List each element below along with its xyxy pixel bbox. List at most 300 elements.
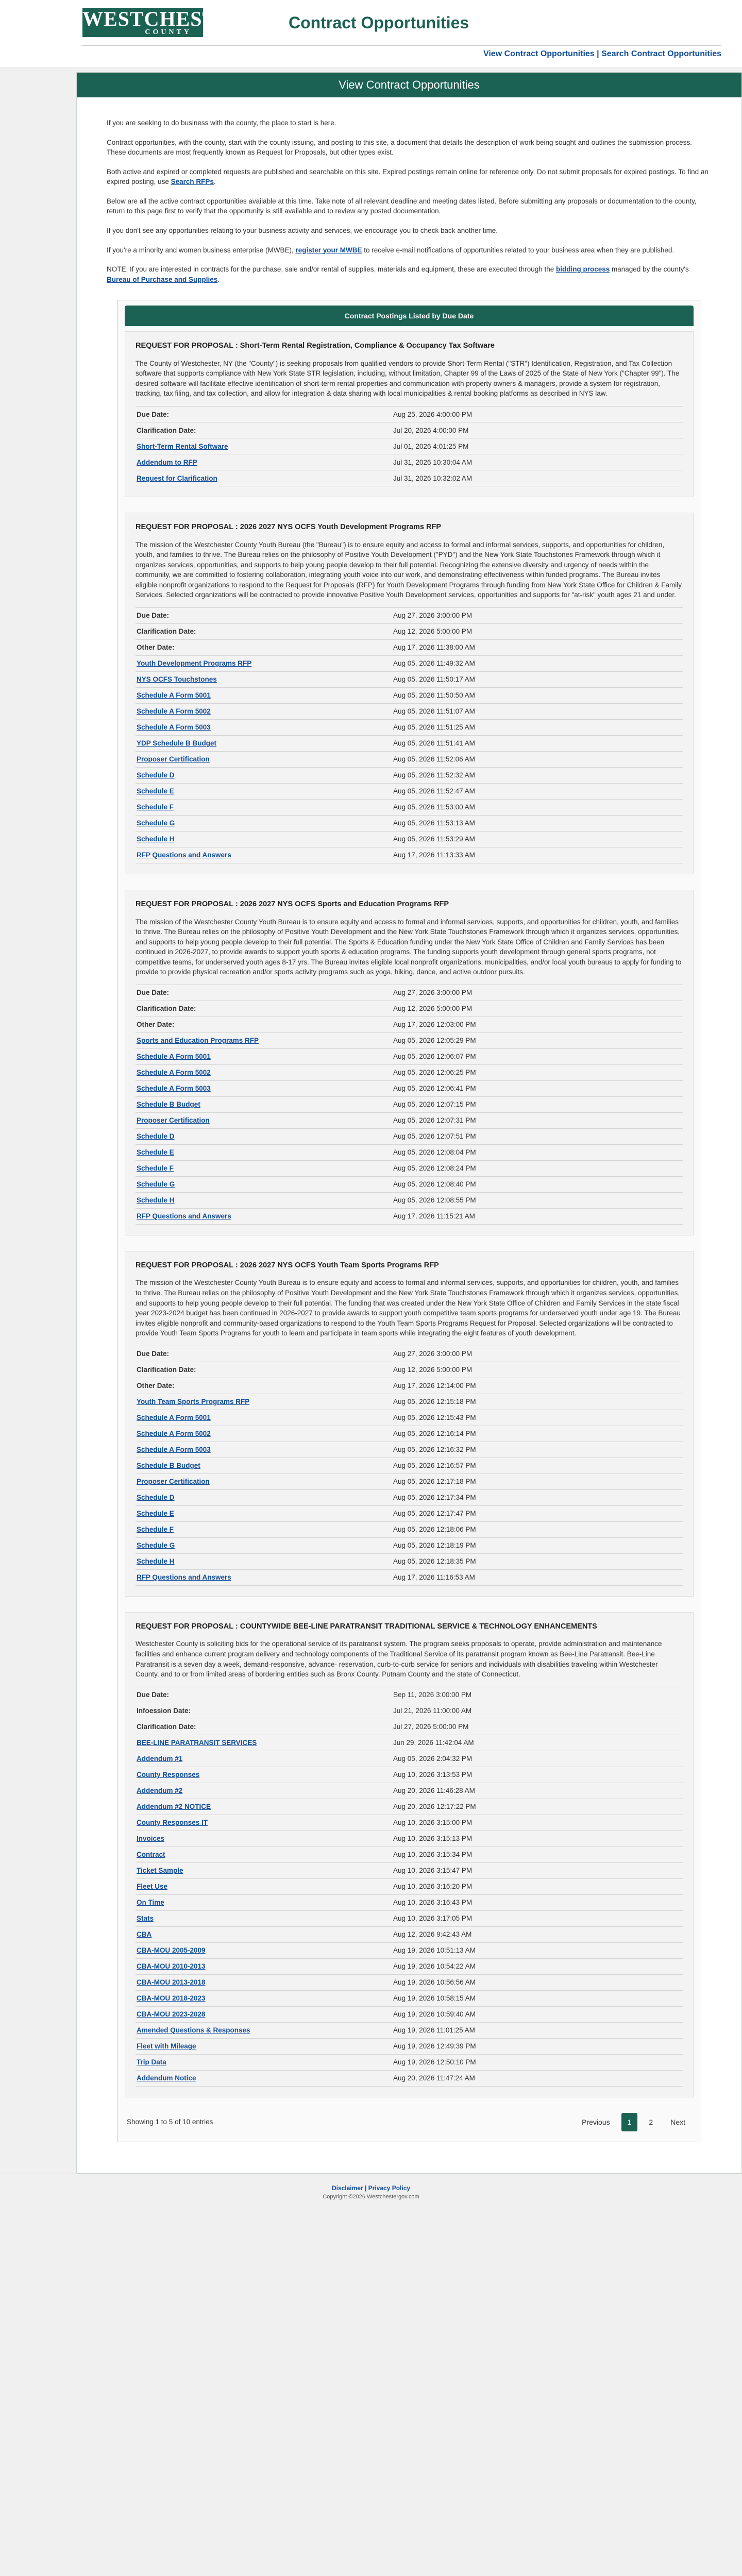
document-row [136, 720, 683, 736]
date-label: Clarification Date: [137, 628, 196, 636]
document-cell [136, 1037, 393, 1044]
document-link[interactable]: Fleet with Mileage [137, 2042, 196, 2050]
row-date: Aug 17, 2026 11:16:53 AM [393, 1573, 475, 1582]
document-cell [136, 1557, 393, 1565]
panel-title: View Contract Opportunities [77, 73, 741, 97]
document-row [136, 470, 683, 486]
document-row [136, 1081, 683, 1097]
posting-dates-documents [136, 406, 683, 486]
intro-paragraph-2: Contract opportunities, with the county, start with the county issuing, and posting to this site, a document that details the description of work being sought and outlines the submission process. These documents are most frequently known as Request for Proposals, but other types exist. [107, 138, 692, 157]
document-cell [136, 819, 393, 827]
next-page-button[interactable]: Next [670, 2117, 685, 2126]
posting-card [125, 513, 694, 874]
row-date: Jul 01, 2026 4:01:25 PM [393, 442, 469, 450]
document-row [136, 1426, 683, 1442]
document-link[interactable]: BEE-LINE PARATRANSIT SERVICES [137, 1739, 257, 1747]
posting-description: The County of Westchester, NY (the "County") is seeking proposals from qualified vendors to provide Short-Term Rental ("STR") Identification, Registration, and Tax Collection software that supports compliance with New York State STR legislation, including, without limitation, Chapter 99 of the Laws of 2025 of the State of New York ("Chapter 99"). The desired software will facilitate effective identification of short-term rental properties and communication with property owners & managers, provide a system for registration, tracking, tax filing, and tax collection, and allow for integration & data sharing with local municipalities & rental booking platforms as described in NYS law. [136, 359, 680, 398]
document-row [136, 2007, 683, 2023]
posting-card [125, 1251, 694, 1597]
document-cell [136, 707, 393, 715]
document-cell [136, 787, 393, 795]
document-row [136, 1815, 683, 1831]
intro-paragraph-6 [107, 245, 712, 256]
document-cell [136, 1132, 393, 1140]
row-date: Aug 17, 2026 11:15:21 AM [393, 1212, 475, 1221]
date-label: Clarification Date: [137, 1005, 196, 1013]
document-cell [136, 1914, 393, 1922]
row-date: Aug 05, 2026 11:51:41 AM [393, 739, 475, 748]
document-link[interactable]: Schedule E [137, 1148, 174, 1157]
intro-p3-text-b: . [213, 178, 216, 186]
row-date: Aug 05, 2026 12:07:31 PM [393, 1116, 476, 1125]
posting-description: The mission of the Westchester County Youth Bureau is to ensure equity and access to formal and informal services, supports, and opportunities for children, youth, and families to thrive. The Bureau relies on the philosophy of Positive Youth Development and the New York State Touchstones Framework through which it organizes services, opportunities, and supports to help young people develop to their full potential. The Sports & Education funding under the New York State Office of Children and Family Services has been continued in 2026-2027, to provide awards to support youth sports & education programs. The funding supports youth development through general sports programs, not competitive teams, for underserved youth ages 8-17 yrs. The Bureau invites eligible local nonprofit organizations, municipalities, and/or local youth bureaus to apply for funding to provide to provide physical recreation and/or sports activity programs such as yoga, hiking, dance, and active outdoor pursuits. [136, 918, 682, 976]
document-cell [136, 1787, 393, 1794]
register-mwbe-link[interactable]: register your MWBE [295, 246, 362, 254]
document-link[interactable]: CBA-MOU 2010-2013 [137, 1962, 206, 1971]
row-date: Aug 05, 2026 11:49:32 AM [393, 659, 475, 668]
document-link[interactable]: Addendum to RFP [137, 458, 197, 466]
document-cell [136, 659, 393, 667]
date-label: Other Date: [137, 1382, 175, 1390]
row-date: Aug 05, 2026 12:06:25 PM [393, 1069, 476, 1077]
row-date: Aug 05, 2026 11:52:47 AM [393, 787, 475, 795]
document-cell [136, 1803, 393, 1810]
document-cell [136, 851, 393, 859]
document-row [136, 1065, 683, 1081]
date-row [136, 422, 683, 438]
row-date: Aug 05, 2026 12:08:55 PM [393, 1196, 476, 1205]
document-link[interactable]: Contract [137, 1851, 165, 1859]
document-cell [136, 691, 393, 699]
row-date: Aug 05, 2026 12:16:57 PM [393, 1462, 476, 1470]
date-row [136, 1687, 683, 1703]
document-link[interactable]: Proposer Certification [137, 755, 210, 764]
document-row [136, 1490, 683, 1506]
posting-title: REQUEST FOR PROPOSAL : COUNTYWIDE BEE-LINE PARATRANSIT TRADITIONAL SERVICE & TECHNOLOGY ENHANCEMENTS [136, 1622, 597, 1631]
row-date: Aug 05, 2026 12:05:29 PM [393, 1037, 476, 1045]
document-row [136, 1209, 683, 1225]
row-date: Jun 29, 2026 11:42:04 AM [393, 1739, 474, 1747]
document-link[interactable]: CBA-MOU 2013-2018 [137, 1978, 206, 1987]
document-row [136, 1863, 683, 1879]
document-link[interactable]: YDP Schedule B Budget [137, 739, 217, 748]
row-date: Aug 05, 2026 12:18:35 PM [393, 1557, 476, 1566]
row-date: Jul 20, 2026 4:00:00 PM [393, 426, 469, 434]
document-link[interactable]: Addendum #1 [137, 1755, 183, 1763]
document-link[interactable]: Addendum #2 NOTICE [137, 1803, 211, 1811]
row-date: Aug 05, 2026 12:08:24 PM [393, 1164, 476, 1173]
document-link[interactable]: RFP Questions and Answers [137, 1573, 231, 1582]
pagination-info: Showing 1 to 5 of 10 entries [127, 2118, 213, 2126]
document-link[interactable]: CBA [137, 1930, 152, 1939]
row-date: Aug 19, 2026 10:51:13 AM [393, 1946, 476, 1955]
document-row [136, 800, 683, 816]
document-row [136, 1751, 683, 1767]
document-row [136, 1474, 683, 1490]
document-cell [136, 1478, 393, 1485]
main-panel [76, 72, 742, 2174]
row-date: Aug 17, 2026 11:13:33 AM [393, 851, 475, 859]
document-row [136, 1570, 683, 1586]
document-row [136, 1767, 683, 1783]
document-link[interactable]: Request for Clarification [137, 474, 217, 482]
document-row [136, 784, 683, 800]
document-link[interactable]: Schedule B Budget [137, 1462, 200, 1470]
document-link[interactable]: CBA-MOU 2018-2023 [137, 1994, 206, 2003]
page-1-button[interactable]: 1 [621, 2113, 638, 2131]
search-rfps-link[interactable]: Search RFPs [171, 178, 214, 186]
document-cell [136, 474, 393, 482]
document-row [136, 1831, 683, 1847]
document-cell [136, 675, 393, 683]
document-cell [136, 1116, 393, 1124]
row-date: Aug 05, 2026 12:18:06 PM [393, 1526, 476, 1534]
document-link[interactable]: County Responses [137, 1771, 200, 1779]
document-row [136, 1394, 683, 1410]
row-date: Aug 05, 2026 11:53:13 AM [393, 819, 475, 827]
bidding-process-link[interactable]: bidding process [556, 265, 610, 274]
document-cell [136, 1930, 393, 1938]
document-cell [136, 1899, 393, 1906]
row-date: Jul 31, 2026 10:30:04 AM [393, 458, 473, 466]
footer-link-separator: | [363, 2184, 368, 2192]
bureau-of-purchase-link[interactable]: Bureau of Purchase and Supplies [107, 275, 218, 283]
document-link[interactable]: Schedule A Form 5003 [137, 1084, 211, 1093]
document-row [136, 1506, 683, 1522]
document-row [136, 1975, 683, 1991]
posting-description: Westchester County is soliciting bids for the operational service of its paratransit system. The program seeks proposals to operate, provide administration and maintenance facilities and enhance current program delivery and technology components of the Traditional Service of its paratransit program known as Bee-Line Paratransit. Bee-Line Paratransit is a seven day a week, demand-responsive, advance- reservation, curb-to-curb service for seniors and individuals with disabilities traveling within Westchester County, and to or from limited areas of bordering entities such as Bronx County, Putnam County and the state of Connecticut. [136, 1640, 662, 1679]
document-cell [136, 443, 393, 450]
row-date: Aug 27, 2026 3:00:00 PM [393, 612, 473, 620]
row-date: Aug 20, 2026 11:47:24 AM [393, 2074, 475, 2082]
document-row [136, 1554, 683, 1570]
site-title: Contract Opportunities [289, 13, 469, 32]
document-row [136, 2055, 683, 2071]
document-link[interactable]: Stats [137, 1914, 154, 1923]
document-cell [136, 1180, 393, 1188]
document-cell [136, 1398, 393, 1405]
row-date: Aug 05, 2026 12:15:43 PM [393, 1414, 476, 1422]
document-link[interactable]: Schedule G [137, 1541, 175, 1550]
date-label: Infoession Date: [137, 1707, 191, 1715]
document-cell [136, 771, 393, 779]
document-link[interactable]: Schedule E [137, 1510, 174, 1518]
westchester-logo[interactable] [82, 7, 246, 37]
document-cell [136, 2026, 393, 2034]
document-row [136, 454, 683, 470]
document-row [136, 1943, 683, 1959]
row-date: Aug 20, 2026 11:46:28 AM [393, 1787, 475, 1795]
posting-description: The mission of the Westchester County Youth Bureau (the "Bureau") is to ensure equity and access to formal and informal services, supports, and opportunities for children, youth, and families to thrive. The Bureau relies on the philosophy of Positive Youth Development ("PYD") and the New York State Touchstones Framework through which it organizes services, opportunities, and supports to help young people develop to their full potential. Recognizing the extensive diversity and urgency of needs within the community, we are committed to fostering collaboration, integrating youth voice into our work, and demonstrating effectiveness within funded programs. The Bureau invites eligible nonprofit organizations to respond to the Request for Proposals (RFP) for Youth Development Programs through funding from New York State Office for Children & Family Services. Selected organizations will be contracted to provide innovative Positive Youth Development services, opportunities and supports for "at-risk" youth ages 21 and under. [136, 540, 682, 599]
document-link[interactable]: Schedule A Form 5001 [137, 1414, 211, 1422]
intro-paragraph-3 [107, 167, 712, 187]
document-row [136, 1129, 683, 1145]
row-date: Aug 05, 2026 12:18:19 PM [393, 1541, 476, 1550]
document-row [136, 1879, 683, 1895]
document-cell [136, 1541, 393, 1549]
copyright-text: Copyright ©2026 Westchestergov.com [323, 2193, 419, 2200]
intro-p7-text-a: NOTE: If you are interested in contracts for the purchase, sale and/or rental of supplies, materials and equipment, these are executed through the [107, 265, 556, 274]
row-date: Aug 05, 2026 11:51:07 AM [393, 707, 475, 716]
row-date: Aug 05, 2026 11:53:00 AM [393, 803, 475, 811]
row-date: Aug 10, 2026 3:16:20 PM [393, 1883, 473, 1891]
intro-p3-text-a: Both active and expired or completed requests are published and searchable on this site. Expired postings remain online for reference only. Do not submit proposals for expired postings. To find an expired posting, use [107, 167, 709, 186]
posting-title: REQUEST FOR PROPOSAL : 2026 2027 NYS OCFS Youth Team Sports Programs RFP [136, 1261, 439, 1269]
document-row [136, 1113, 683, 1129]
document-link[interactable]: Fleet Use [137, 1883, 168, 1891]
document-cell [136, 1867, 393, 1874]
postings-list [125, 331, 694, 2097]
header-nav [483, 49, 721, 59]
document-row [136, 704, 683, 720]
page-2-button[interactable]: 2 [649, 2117, 653, 2126]
document-cell [136, 1212, 393, 1220]
row-date: Aug 05, 2026 12:16:32 PM [393, 1446, 476, 1454]
disclaimer-link[interactable]: Disclaimer [331, 2184, 363, 2192]
document-link[interactable]: Schedule H [137, 835, 175, 843]
document-link[interactable]: Schedule F [137, 1164, 174, 1173]
row-date: Aug 05, 2026 12:08:04 PM [393, 1148, 476, 1157]
document-link[interactable]: NYS OCFS Touchstones [137, 675, 217, 684]
row-date: Aug 10, 2026 3:15:00 PM [393, 1819, 473, 1827]
document-link[interactable]: Schedule F [137, 803, 174, 811]
row-date: Aug 19, 2026 10:56:56 AM [393, 1978, 476, 1987]
document-row [136, 438, 683, 454]
date-row [136, 985, 683, 1001]
row-date: Aug 19, 2026 11:01:25 AM [393, 2026, 475, 2035]
listing-header: Contract Postings Listed by Due Date [125, 306, 694, 326]
row-date: Aug 05, 2026 12:06:07 PM [393, 1053, 476, 1061]
document-cell [136, 1835, 393, 1842]
document-row [136, 1410, 683, 1426]
document-row [136, 1847, 683, 1863]
document-link[interactable]: Schedule D [137, 1494, 175, 1502]
document-cell [136, 1446, 393, 1453]
intro-p7-text-c: . [217, 275, 220, 283]
search-opportunities-link[interactable]: Search Contract Opportunities [601, 49, 721, 58]
document-cell [136, 1978, 393, 1986]
posting-title: REQUEST FOR PROPOSAL : Short-Term Rental Registration, Compliance & Occupancy Tax Software [136, 342, 495, 350]
document-link[interactable]: Schedule D [137, 1132, 175, 1141]
date-label: Other Date: [137, 643, 175, 652]
posting-title: REQUEST FOR PROPOSAL : 2026 2027 NYS OCFS Sports and Education Programs RFP [136, 900, 449, 908]
row-date: Aug 05, 2026 11:50:17 AM [393, 675, 475, 684]
document-cell [136, 1430, 393, 1437]
intro-paragraph-5: If you don't see any opportunities relating to your business activity and services, we encourage you to check back another time. [107, 226, 498, 234]
posting-dates-documents [136, 985, 683, 1225]
document-link[interactable]: Schedule A Form 5002 [137, 707, 211, 716]
document-link[interactable]: Invoices [137, 1835, 165, 1843]
row-date: Aug 19, 2026 10:59:40 AM [393, 2010, 476, 2019]
date-label: Clarification Date: [137, 1366, 196, 1374]
document-cell [136, 1962, 393, 1970]
view-opportunities-link[interactable]: View Contract Opportunities [483, 49, 595, 58]
document-cell [136, 1573, 393, 1581]
footer-links [0, 2184, 742, 2192]
document-link[interactable]: Youth Development Programs RFP [137, 659, 252, 668]
document-link[interactable]: Addendum #2 [137, 1787, 183, 1795]
row-date: Aug 20, 2026 12:17:22 PM [393, 1803, 476, 1811]
date-row [136, 1378, 683, 1394]
document-link[interactable]: On Time [137, 1899, 164, 1907]
document-link[interactable]: Short-Term Rental Software [137, 442, 228, 450]
previous-page-button[interactable]: Previous [582, 2117, 610, 2126]
document-link[interactable]: Schedule H [137, 1557, 175, 1566]
document-link[interactable]: Proposer Certification [137, 1116, 210, 1125]
document-link[interactable]: Sports and Education Programs RFP [137, 1037, 259, 1045]
intro-text [77, 97, 741, 284]
row-date: Aug 19, 2026 10:58:15 AM [393, 1994, 476, 2003]
document-cell [136, 1755, 393, 1762]
document-cell [136, 2074, 393, 2082]
document-link[interactable]: Schedule A Form 5003 [137, 1446, 211, 1454]
contract-postings-listing [117, 300, 701, 2142]
row-date: Aug 05, 2026 12:06:41 PM [393, 1084, 476, 1093]
privacy-policy-link[interactable]: Privacy Policy [368, 2184, 411, 2192]
row-date: Aug 12, 2026 5:00:00 PM [393, 1366, 473, 1374]
document-link[interactable]: Youth Team Sports Programs RFP [137, 1398, 250, 1406]
document-cell [136, 1771, 393, 1778]
document-cell [136, 1414, 393, 1421]
document-cell [136, 1739, 393, 1747]
intro-note [107, 264, 712, 284]
row-date: Jul 27, 2026 5:00:00 PM [393, 1723, 469, 1731]
date-row [136, 640, 683, 656]
header-link-separator: | [594, 49, 602, 58]
row-date: Aug 12, 2026 5:00:00 PM [393, 1005, 473, 1013]
row-date: Aug 05, 2026 11:51:25 AM [393, 723, 475, 732]
document-cell [136, 2058, 393, 2066]
row-date: Aug 19, 2026 12:50:10 PM [393, 2058, 476, 2066]
document-row [136, 1097, 683, 1113]
document-link[interactable]: Trip Data [137, 2058, 166, 2066]
document-link[interactable]: RFP Questions and Answers [137, 1212, 231, 1221]
document-link[interactable]: Schedule D [137, 771, 175, 779]
posting-card [125, 1612, 694, 2097]
intro-p7-text-b: managed by the county's [610, 265, 689, 274]
row-date: Aug 05, 2026 12:08:40 PM [393, 1180, 476, 1189]
document-cell [136, 1851, 393, 1858]
document-link[interactable]: Amended Questions & Responses [137, 2026, 250, 2035]
document-link[interactable]: Schedule A Form 5002 [137, 1069, 211, 1077]
posting-description: The mission of the Westchester County Youth Bureau is to ensure equity and access to formal and informal services, supports, and opportunities for children, youth, and families to thrive. The Bureau relies on the philosophy of Positive Youth Development and the New York State Touchstones Framework through which it organizes services, opportunities, and supports to help young people develop to their full potential. The funding that was created under the New York State Office of Children and Family Services in the state fiscal year 2023-2024 budget has been continued in 2026-2027 to provide awards to support youth competitive team sports programs for underserved youth under age 19. The Bureau invites eligible nonprofit and community-based organizations to respond to the Youth Team Sports Programs Request for Proposal. Selected organizations will be contracted to provide Youth Team Sports Programs for youth to learn and participate in team sports while integrating the eight features of youth development. [136, 1279, 681, 1337]
panel-bottom-space [77, 2142, 741, 2173]
date-row [136, 608, 683, 624]
document-link[interactable]: Schedule E [137, 787, 174, 795]
document-row [136, 1145, 683, 1161]
posting-dates-documents [136, 1346, 683, 1586]
document-link[interactable]: CBA-MOU 2005-2009 [137, 1946, 206, 1955]
date-row [136, 1719, 683, 1735]
row-date: Aug 17, 2026 11:38:00 AM [393, 643, 475, 652]
document-row [136, 1927, 683, 1943]
header-divider [81, 45, 721, 46]
intro-paragraph-1: If you are seeking to do business with the county, the place to start is here. [107, 119, 336, 127]
document-row [136, 1522, 683, 1538]
document-link[interactable]: Schedule A Form 5001 [137, 691, 211, 700]
document-link[interactable]: Schedule A Form 5003 [137, 723, 211, 732]
row-date: Aug 05, 2026 12:07:51 PM [393, 1132, 476, 1141]
row-date: Aug 05, 2026 12:17:34 PM [393, 1494, 476, 1502]
date-row [136, 1346, 683, 1362]
row-date: Aug 17, 2026 12:14:00 PM [393, 1382, 476, 1390]
document-cell [136, 1819, 393, 1826]
document-row [136, 1177, 683, 1193]
date-label: Due Date: [137, 989, 170, 997]
date-row [136, 1017, 683, 1033]
document-link[interactable]: Schedule H [137, 1196, 175, 1205]
row-date: Sep 11, 2026 3:00:00 PM [393, 1691, 472, 1699]
pagination-controls [576, 2113, 692, 2131]
document-row [136, 1783, 683, 1799]
document-link[interactable]: Schedule A Form 5001 [137, 1053, 211, 1061]
document-cell [136, 2042, 393, 2050]
document-row [136, 1895, 683, 1911]
document-row [136, 832, 683, 848]
document-row [136, 1991, 683, 2007]
document-cell [136, 2010, 393, 2018]
row-date: Aug 27, 2026 3:00:00 PM [393, 1350, 473, 1358]
date-label: Due Date: [137, 1691, 170, 1699]
row-date: Aug 27, 2026 3:00:00 PM [393, 989, 473, 997]
row-date: Aug 10, 2026 3:13:53 PM [393, 1771, 473, 1779]
document-link[interactable]: CBA-MOU 2023-2028 [137, 2010, 206, 2019]
row-date: Aug 19, 2026 10:54:22 AM [393, 1962, 476, 1971]
row-date: Aug 10, 2026 3:15:13 PM [393, 1835, 473, 1843]
document-link[interactable]: Schedule B Budget [137, 1100, 200, 1109]
row-date: Aug 05, 2026 12:15:18 PM [393, 1398, 476, 1406]
row-date: Aug 25, 2026 4:00:00 PM [393, 410, 473, 418]
document-cell [136, 1462, 393, 1469]
document-link[interactable]: RFP Questions and Answers [137, 851, 231, 859]
document-link[interactable]: Addendum Notice [137, 2074, 196, 2082]
document-cell [136, 835, 393, 843]
row-date: Aug 05, 2026 12:17:18 PM [393, 1478, 476, 1486]
document-row [136, 816, 683, 832]
row-date: Jul 31, 2026 10:32:02 AM [393, 474, 473, 482]
document-row [136, 1799, 683, 1815]
document-cell [136, 459, 393, 466]
document-link[interactable]: Schedule G [137, 1180, 175, 1189]
row-date: Aug 10, 2026 3:16:43 PM [393, 1899, 473, 1907]
date-row [136, 1001, 683, 1017]
row-date: Aug 05, 2026 11:50:50 AM [393, 691, 475, 700]
document-link[interactable]: Schedule F [137, 1526, 174, 1534]
document-link[interactable]: County Responses IT [137, 1819, 208, 1827]
document-row [136, 1442, 683, 1458]
date-row [136, 1703, 683, 1719]
document-link[interactable]: Ticket Sample [137, 1867, 183, 1875]
posting-card [125, 331, 694, 497]
document-cell [136, 1084, 393, 1092]
document-row [136, 1959, 683, 1975]
posting-dates-documents [136, 1687, 683, 2087]
date-row [136, 406, 683, 422]
document-cell [136, 1164, 393, 1172]
intro-p6-text-a: If you're a minority and women business enterprise (MWBE), [107, 246, 296, 254]
document-cell [136, 1946, 393, 1954]
document-link[interactable]: Schedule A Form 5002 [137, 1430, 211, 1438]
row-date: Aug 12, 2026 9:42:43 AM [393, 1930, 472, 1939]
row-date: Aug 05, 2026 11:53:29 AM [393, 835, 475, 843]
document-link[interactable]: Proposer Certification [137, 1478, 210, 1486]
date-row [136, 624, 683, 640]
document-row [136, 2071, 683, 2087]
row-date: Aug 19, 2026 12:49:39 PM [393, 2042, 476, 2050]
row-date: Aug 17, 2026 12:03:00 PM [393, 1021, 476, 1029]
date-label: Due Date: [137, 1350, 170, 1358]
document-link[interactable]: Schedule G [137, 819, 175, 827]
